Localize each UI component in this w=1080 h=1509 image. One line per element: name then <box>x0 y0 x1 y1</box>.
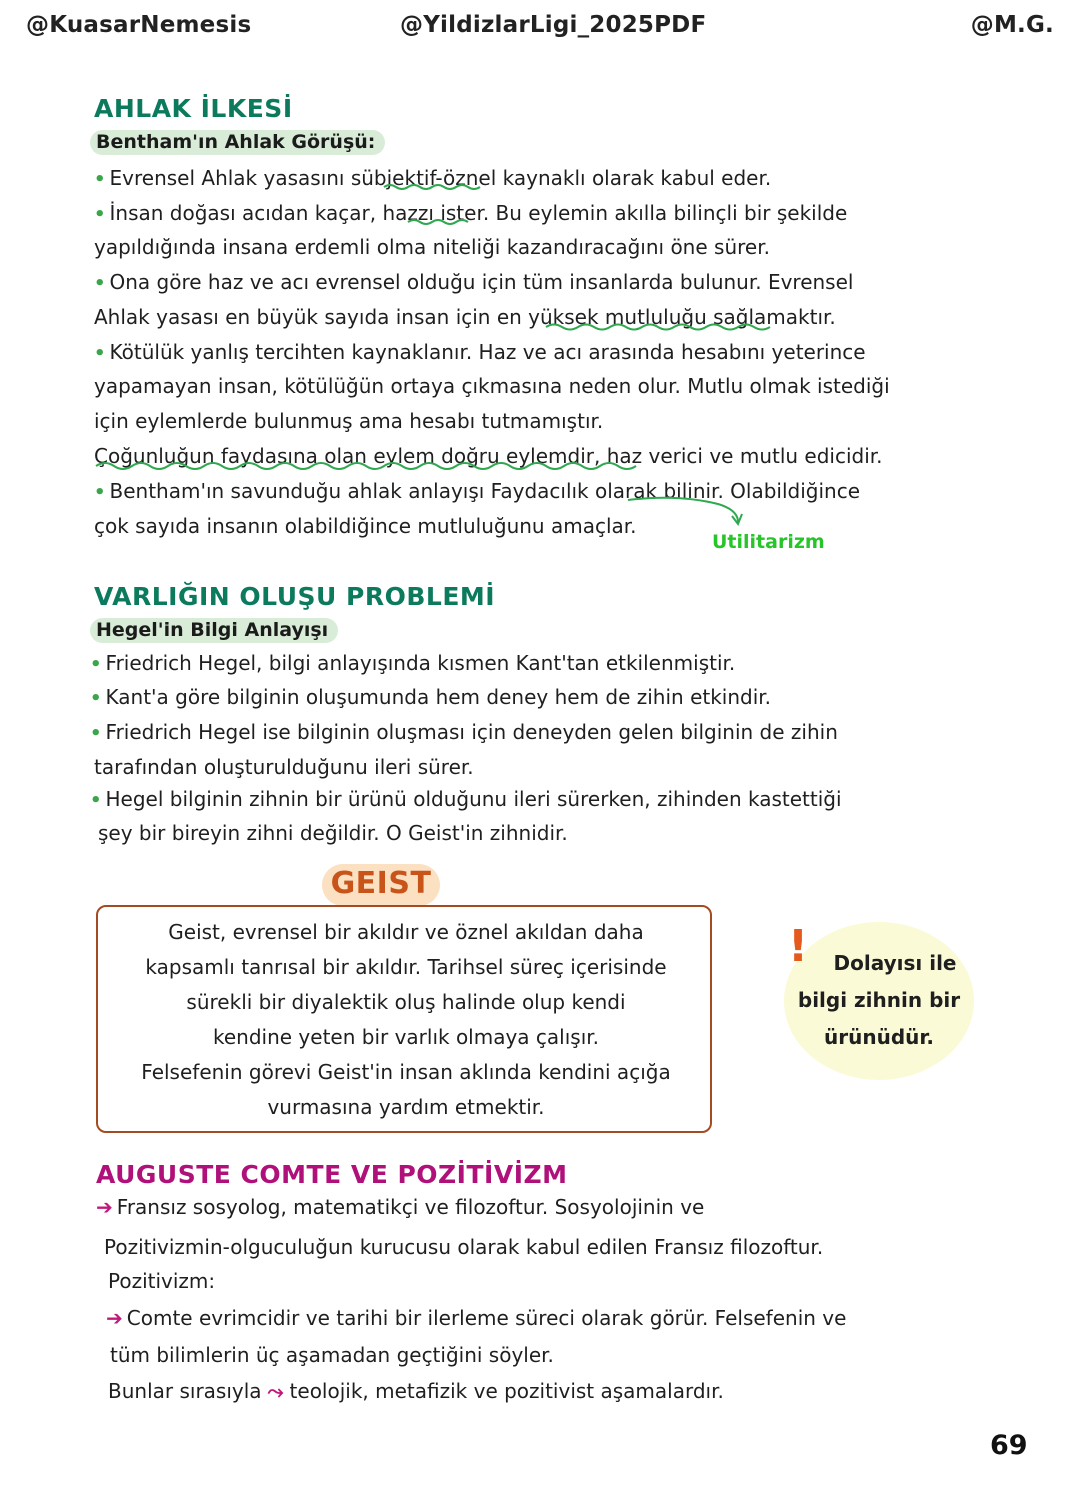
header-handle-center: @YildizlarLigi_2025PDF <box>400 12 707 38</box>
list-item: • Ona göre haz ve acı evrensel olduğu için tüm insanlarda bulunur. Evrensel <box>94 269 853 297</box>
page-number: 69 <box>990 1430 1028 1461</box>
text-line: çok sayıda insanın olabildiğince mutluluğunu amaçlar. <box>94 514 637 538</box>
list-item: ➔ Comte evrimcidir ve tarihi bir ilerleme süreci olarak görür. Felsefenin ve <box>106 1306 847 1330</box>
section-title-comte: AUGUSTE COMTE VE POZİTİVİZM <box>96 1160 568 1189</box>
geist-line: Felsefenin görevi Geist'in insan aklında kendini açığa <box>141 1060 671 1084</box>
leaf-bullet-icon: • <box>94 273 106 294</box>
header-handle-right: @M.G. <box>970 12 1054 38</box>
geist-definition-box <box>96 905 712 1133</box>
list-item: • Evrensel Ahlak yasasını sübjektif-öznel kaynaklı olarak kabul eder. <box>94 165 771 193</box>
subheading-hegel: Hegel'in Bilgi Anlayışı <box>90 618 338 643</box>
leaf-bullet-icon: • <box>90 688 102 709</box>
list-item: • Bentham'ın savunduğu ahlak anlayışı Faydacılık olarak bilinir. Olabildiğince <box>94 478 860 506</box>
exclamation-icon: ! <box>788 921 809 972</box>
geist-line: sürekli bir diyalektik oluş halinde olup kendi <box>186 990 626 1014</box>
geist-line: kapsamlı tanrısal bir akıldır. Tarihsel süreç içerisinde <box>145 955 667 979</box>
arrow-right-icon: ➔ <box>106 1306 123 1330</box>
subheading-bentham: Bentham'ın Ahlak Görüşü: <box>90 130 385 155</box>
section-title-ahlak: AHLAK İLKESİ <box>94 94 293 123</box>
leaf-bullet-icon: • <box>94 169 106 190</box>
list-item: • İnsan doğası acıdan kaçar, hazzı ister. Bu eylemin akılla bilinçli bir şekilde <box>94 200 847 228</box>
list-item: Bunlar sırasıyla ⤳ teolojik, metafizik ve pozitivist aşamalardır. <box>108 1379 724 1403</box>
text-line: yapamayan insan, kötülüğün ortaya çıkmasına neden olur. Mutlu olmak istediği <box>94 374 890 398</box>
section-title-varlik: VARLIĞIN OLUŞU PROBLEMİ <box>94 582 496 611</box>
list-item: • Kant'a göre bilginin oluşumunda hem deney hem de zihin etkindir. <box>90 684 771 712</box>
text-line: şey bir bireyin zihni değildir. O Geist'in zihnidir. <box>98 821 568 845</box>
list-item: • Friedrich Hegel, bilgi anlayışında kısmen Kant'tan etkilenmiştir. <box>90 650 735 678</box>
geist-line: Geist, evrensel bir akıldır ve öznel akıldan daha <box>168 920 644 944</box>
list-item: • Hegel bilginin zihnin bir ürünü olduğunu ileri sürerken, zihinden kastettiği <box>90 786 842 814</box>
leaf-bullet-icon: • <box>94 204 106 225</box>
leaf-bullet-icon: • <box>94 343 106 364</box>
geist-line: vurmasına yardım etmektir. <box>267 1095 545 1119</box>
list-item: ➔ Fransız sosyolog, matematikçi ve filozoftur. Sosyolojinin ve <box>96 1195 705 1219</box>
utilitarizm-annotation: Utilitarizm <box>712 531 825 553</box>
list-item: • Kötülük yanlış tercihten kaynaklanır. Haz ve acı arasında hesabını yeterince <box>94 339 866 367</box>
text-line: tarafından oluşturulduğunu ileri sürer. <box>94 755 474 779</box>
leaf-bullet-icon: • <box>94 482 106 503</box>
list-item: • Friedrich Hegel ise bilginin oluşması için deneyden gelen bilginin de zihin <box>90 719 838 747</box>
leaf-bullet-icon: • <box>90 723 102 744</box>
text-line: yapıldığında insana erdemli olma niteliği kazandıracağını öne sürer. <box>94 235 770 259</box>
leaf-bullet-icon: • <box>90 654 102 675</box>
note-line: bilgi zihnin bir <box>797 988 961 1012</box>
geist-line: kendine yeten bir varlık olmaya çalışır. <box>212 1025 600 1049</box>
squiggle-arrow-icon: ⤳ <box>267 1379 284 1403</box>
text-line: Pozitivizm: <box>108 1269 216 1293</box>
geist-title: GEIST <box>330 866 432 901</box>
text-line: Ahlak yasası en büyük sayıda insan için en yüksek mutluluğu sağlamaktır. <box>94 305 836 329</box>
arrow-right-icon: ➔ <box>96 1195 113 1219</box>
header-handle-left: @KuasarNemesis <box>26 12 252 38</box>
geist-title-badge <box>322 864 440 906</box>
text-line: için eylemlerde bulunmuş ama hesabı tutmamıştır. <box>94 409 604 433</box>
note-line: Dolayısı ile <box>833 951 957 975</box>
text-line: Pozitivizmin-olguculuğun kurucusu olarak kabul edilen Fransız filozoftur. <box>104 1235 824 1259</box>
leaf-bullet-icon: • <box>90 790 102 811</box>
note-line: ürünüdür. <box>824 1025 934 1049</box>
text-line: tüm bilimlerin üç aşamadan geçtiğini söyler. <box>110 1343 554 1367</box>
text-line: Çoğunluğun faydasına olan eylem doğru eylemdir, haz verici ve mutlu edicidir. <box>94 444 883 468</box>
